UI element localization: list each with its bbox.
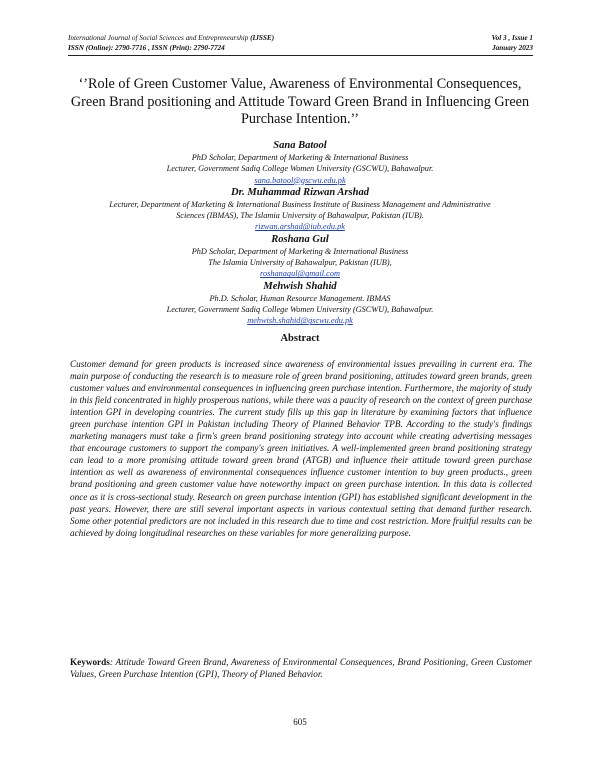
journal-name: International Journal of Social Sciences and Entrepreneurship <box>68 34 249 42</box>
header-rule <box>68 55 533 56</box>
affiliation-line: Lecturer, Government Sadiq College Women University (GSCWU), Bahawalpur. <box>166 304 434 314</box>
author-1 <box>30 139 570 186</box>
running-header-line-2 <box>68 43 533 53</box>
issn: ISSN (Online): 2790-7716 , ISSN (Print): 2790-7724 <box>68 44 225 52</box>
affiliation-line: PhD Scholar, Department of Marketing & International Business <box>191 246 409 256</box>
keywords-text: : Attitude Toward Green Brand, Awareness of Environmental Consequences, Brand Positioning, Green Customer Values, Green Purchase Intention (GPI), Theory of Planed Behavior. <box>70 657 532 680</box>
page-number: 605 <box>293 717 307 727</box>
author-email-link[interactable]: sana.batool@gscwu.edu.pk <box>254 175 346 185</box>
abstract-heading: Abstract <box>280 333 320 344</box>
author-email-link[interactable]: mehwish.shahid@gscwu.edu.pk <box>247 316 353 326</box>
abstract-body: Customer demand for green products is increased since awareness of environmental issues prevailing in current era. The main purpose of conducting the research is to measure role of green brand positioning, attitudes toward green brands, green customer values and environmental consequences in influencing green purchase intention. Furthermore, the majority of study in this field concentrated in highly prosperous nations, while there was a paucity of research on the context of green purchase intention GPI in developing countries. The current study fills up this gap in literature by examining factors that influence green purchase intention GPI in Pakistan including Theory of Planned Behavior TPB. According to the study's findings marketing managers must take a firm's green brand positioning strategy into account while creating advertising messages that encourage customers to support the company's green initiatives. A well-implemented green brand positioning strategy can lead to a more promising attitude toward green brand (ATGB) and influence their attitude toward green purchase intention as well as awareness of environmental consequences influence customer intention to buy green products., green brand positioning and green customer value have noteworthy impact on green purchase intention. In this data is collected once as it is cross-sectional study. Research on green purchase intention (GPI) has established significant development in the past years. However, there are still several important aspects in various contextual setting that demand further research. Some other potential predictors are not included in this research due to time and cost restriction. More fruitful results can be achieved by doing longitudinal researches on these variables for more generalizing purpose. <box>70 359 533 538</box>
author-2 <box>30 186 570 233</box>
author-name: Dr. Muhammad Rizwan Arshad <box>231 186 369 198</box>
author-email-link[interactable]: roshanagul@gmail.com <box>260 269 340 279</box>
affiliation-line: Lecturer, Government Sadiq College Women University (GSCWU), Bahawalpur. <box>166 164 434 174</box>
author-email-link[interactable]: rizwan.arshad@iub.edu.pk <box>255 222 345 232</box>
keywords-label: Keywords <box>70 657 110 667</box>
affiliation-line: Lecturer, Department of Marketing & International Business Institute of Business Management and Administrative <box>109 199 491 209</box>
keywords <box>70 656 532 680</box>
author-name: Mehwish Shahid <box>263 280 337 292</box>
affiliation-line: Ph.D. Scholar, Human Resource Management. IBMAS <box>209 293 391 303</box>
issue-date: January 2023 <box>492 44 533 52</box>
author-block <box>30 139 570 327</box>
author-name: Roshana Gul <box>271 233 329 245</box>
paper-title: ‘’Role of Green Customer Value, Awareness of Environmental Consequences, Green Brand positioning and Attitude Toward Green Brand in Influencing Green Purchase Intention.’’ <box>70 76 530 127</box>
author-3 <box>30 233 570 280</box>
running-header-line-1 <box>68 33 533 43</box>
affiliation-line: The Islamia University of Bahawalpur, Pakistan (IUB), <box>208 258 392 268</box>
author-4 <box>30 280 570 327</box>
affiliation-line: PhD Scholar, Department of Marketing & International Business <box>191 153 409 162</box>
volume-issue: Vol 3 , Issue 1 <box>491 34 533 42</box>
journal-abbr: (IJSSE) <box>250 34 275 42</box>
author-name: Sana Batool <box>273 140 327 151</box>
affiliation-line: Sciences (IBMAS), The Islamia University of Bahawalpur, Pakistan (IUB). <box>176 211 424 221</box>
